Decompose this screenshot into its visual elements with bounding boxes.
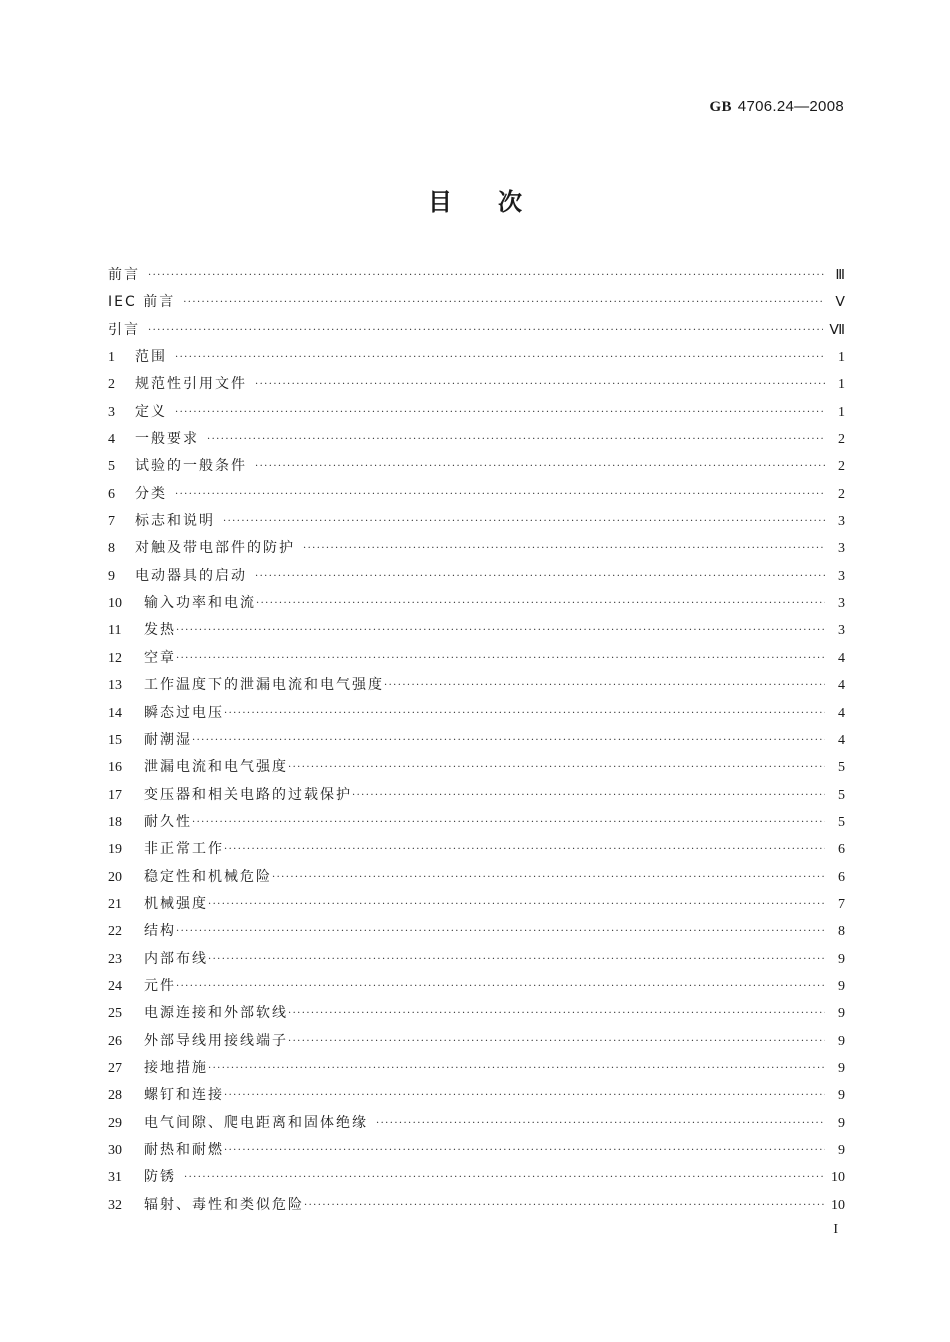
toc-leader-dots bbox=[224, 1082, 825, 1109]
page-number: I bbox=[833, 1222, 838, 1237]
toc-entry-label: 机械强度 bbox=[144, 895, 208, 912]
toc-entry[interactable] bbox=[108, 399, 845, 426]
toc-entry[interactable] bbox=[108, 918, 845, 945]
toc-entry-page: 2 bbox=[838, 459, 845, 475]
toc-entry[interactable] bbox=[108, 481, 845, 508]
toc-leader-dots bbox=[288, 1000, 825, 1027]
toc-entry-page: 9 bbox=[838, 1060, 845, 1076]
toc-entry-page: 1 bbox=[838, 350, 845, 366]
toc-entry-label: 范围 bbox=[135, 349, 167, 366]
toc-leader-dots bbox=[183, 289, 825, 316]
toc-leader-dots bbox=[288, 1028, 825, 1055]
toc-entry-page: 8 bbox=[838, 924, 845, 940]
toc-entry-page: 7 bbox=[838, 896, 845, 912]
toc-entry-number: 18 bbox=[108, 814, 122, 830]
toc-entry-number: 4 bbox=[108, 432, 115, 448]
toc-entry[interactable] bbox=[108, 727, 845, 754]
toc-entry[interactable] bbox=[108, 782, 845, 809]
toc-entry-page: 10 bbox=[831, 1170, 845, 1186]
toc-entry-page: Ⅶ bbox=[829, 322, 845, 338]
toc-entry[interactable] bbox=[108, 1028, 845, 1055]
toc-entry[interactable] bbox=[108, 508, 845, 535]
toc-entry[interactable] bbox=[108, 946, 845, 973]
toc-entry[interactable] bbox=[108, 809, 845, 836]
toc-entry-number: 8 bbox=[108, 541, 115, 557]
toc-entry-label: 对触及带电部件的防护 bbox=[135, 540, 295, 557]
toc-entry[interactable] bbox=[108, 672, 845, 699]
toc-entry[interactable] bbox=[108, 836, 845, 863]
toc-entry[interactable] bbox=[108, 891, 845, 918]
toc-entry-number: 31 bbox=[108, 1170, 122, 1186]
toc-leader-dots bbox=[255, 563, 825, 590]
toc-entry-label: 电源连接和外部软线 bbox=[144, 1005, 288, 1022]
toc-entry-page: 4 bbox=[838, 705, 845, 721]
standard-number: 4706.24—2008 bbox=[737, 98, 844, 115]
toc-leader-dots bbox=[384, 672, 825, 699]
toc-leader-dots bbox=[255, 453, 825, 480]
toc-entry-number: 14 bbox=[108, 705, 122, 721]
toc-entry-page: 9 bbox=[838, 1006, 845, 1022]
toc-entry-number: 20 bbox=[108, 869, 122, 885]
toc-entry[interactable] bbox=[108, 371, 845, 398]
toc-leader-dots bbox=[224, 700, 825, 727]
toc-entry[interactable] bbox=[108, 1192, 845, 1219]
toc-entry-label: 试验的一般条件 bbox=[135, 458, 247, 475]
toc-entry-page: 3 bbox=[838, 596, 845, 612]
toc-entry-label: 空章 bbox=[144, 649, 176, 666]
toc-entry-number: 28 bbox=[108, 1088, 122, 1104]
toc-entry-page: 9 bbox=[838, 1033, 845, 1049]
toc-entry-label: 发热 bbox=[144, 622, 176, 639]
toc-entry-page: 9 bbox=[838, 978, 845, 994]
toc-entry-number: 12 bbox=[108, 650, 122, 666]
toc-entry-page: 5 bbox=[838, 787, 845, 803]
toc-leader-dots bbox=[303, 535, 825, 562]
toc-leader-dots bbox=[176, 645, 825, 672]
toc-entry[interactable] bbox=[108, 1110, 845, 1137]
toc-entry[interactable] bbox=[108, 426, 845, 453]
toc-leader-dots bbox=[304, 1192, 825, 1219]
toc-leader-dots bbox=[376, 1110, 825, 1137]
toc-entry[interactable] bbox=[108, 453, 845, 480]
toc-entry-label: 泄漏电流和电气强度 bbox=[144, 759, 288, 776]
toc-entry-label: 辐射、毒性和类似危险 bbox=[144, 1196, 304, 1213]
toc-entry-number: 9 bbox=[108, 568, 115, 584]
toc-entry-label: 分类 bbox=[135, 485, 167, 502]
toc-entry-number: 5 bbox=[108, 459, 115, 475]
table-of-contents bbox=[108, 262, 845, 1219]
toc-entry-label: 稳定性和机械危险 bbox=[144, 868, 272, 885]
toc-leader-dots bbox=[184, 1164, 825, 1191]
toc-leader-dots bbox=[208, 946, 825, 973]
toc-leader-dots bbox=[208, 891, 825, 918]
toc-entry[interactable] bbox=[108, 1164, 845, 1191]
toc-entry-label: 一般要求 bbox=[135, 431, 199, 448]
toc-entry[interactable] bbox=[108, 535, 845, 562]
toc-entry-label: 内部布线 bbox=[144, 950, 208, 967]
toc-entry-label: 标志和说明 bbox=[135, 513, 215, 530]
toc-leader-dots bbox=[175, 399, 825, 426]
toc-entry-page: Ⅴ bbox=[835, 295, 845, 311]
toc-entry-label: 工作温度下的泄漏电流和电气强度 bbox=[144, 677, 384, 694]
toc-entry[interactable] bbox=[108, 262, 845, 289]
toc-leader-dots bbox=[288, 754, 825, 781]
toc-entry[interactable] bbox=[108, 1137, 845, 1164]
toc-leader-dots bbox=[175, 481, 825, 508]
toc-entry-number: 22 bbox=[108, 924, 122, 940]
toc-entry[interactable] bbox=[108, 645, 845, 672]
toc-entry-number: 10 bbox=[108, 596, 122, 612]
toc-leader-dots bbox=[207, 426, 825, 453]
toc-entry-label: 电气间隙、爬电距离和固体绝缘 bbox=[144, 1114, 368, 1131]
toc-entry-page: 3 bbox=[838, 568, 845, 584]
toc-entry-page: 2 bbox=[838, 486, 845, 502]
toc-entry-number: 1 bbox=[108, 350, 115, 366]
toc-entry[interactable] bbox=[108, 973, 845, 1000]
toc-entry-number: 27 bbox=[108, 1060, 122, 1076]
toc-entry-label: 电动器具的启动 bbox=[135, 567, 247, 584]
toc-entry-label: 防锈 bbox=[144, 1169, 176, 1186]
toc-entry[interactable] bbox=[108, 1082, 845, 1109]
toc-entry[interactable] bbox=[108, 617, 845, 644]
toc-entry-label: 螺钉和连接 bbox=[144, 1087, 224, 1104]
toc-entry-number: 11 bbox=[108, 623, 122, 639]
toc-entry[interactable] bbox=[108, 590, 845, 617]
toc-leader-dots bbox=[176, 617, 825, 644]
toc-leader-dots bbox=[224, 836, 825, 863]
toc-entry[interactable] bbox=[108, 289, 845, 316]
toc-leader-dots bbox=[224, 1137, 825, 1164]
toc-entry-page: 9 bbox=[838, 1143, 845, 1158]
toc-entry-page: 9 bbox=[838, 1088, 845, 1104]
toc-entry-number: 2 bbox=[108, 377, 115, 393]
toc-entry-page: 10 bbox=[831, 1197, 845, 1213]
toc-entry-number: 3 bbox=[108, 404, 115, 420]
page-title bbox=[0, 182, 950, 217]
toc-entry-page: 3 bbox=[838, 541, 845, 557]
toc-entry-page: 6 bbox=[838, 842, 845, 858]
toc-entry-label: 引言 bbox=[108, 321, 140, 338]
toc-entry-number: 19 bbox=[108, 842, 122, 858]
toc-entry-number: 29 bbox=[108, 1115, 122, 1131]
toc-entry[interactable] bbox=[108, 344, 845, 371]
toc-leader-dots bbox=[192, 809, 825, 836]
toc-entry-label: 定义 bbox=[135, 403, 167, 420]
toc-entry-number: 25 bbox=[108, 1006, 122, 1022]
toc-entry[interactable] bbox=[108, 864, 845, 891]
toc-leader-dots bbox=[148, 317, 823, 344]
toc-leader-dots bbox=[255, 371, 825, 398]
toc-entry[interactable] bbox=[108, 1000, 845, 1027]
toc-entry-page: 9 bbox=[838, 1115, 845, 1131]
toc-entry-page: Ⅲ bbox=[835, 268, 845, 283]
toc-entry-label: 变压器和相关电路的过载保护 bbox=[144, 786, 352, 803]
toc-entry[interactable] bbox=[108, 317, 845, 344]
toc-entry[interactable] bbox=[108, 700, 845, 727]
toc-entry-number: 6 bbox=[108, 486, 115, 502]
toc-entry-label: 输入功率和电流 bbox=[144, 595, 256, 612]
toc-entry-number: 30 bbox=[108, 1143, 122, 1158]
toc-leader-dots bbox=[272, 864, 825, 891]
toc-leader-dots bbox=[175, 344, 825, 371]
toc-leader-dots bbox=[256, 590, 825, 617]
page-title-char-1: 目 bbox=[428, 188, 452, 216]
toc-leader-dots bbox=[208, 1055, 825, 1082]
toc-entry-page: 6 bbox=[838, 869, 845, 885]
toc-entry-page: 5 bbox=[838, 814, 845, 830]
toc-entry-number: 16 bbox=[108, 760, 122, 776]
toc-entry-number: 32 bbox=[108, 1197, 122, 1213]
toc-entry-page: 1 bbox=[838, 377, 845, 393]
toc-entry-label: 结构 bbox=[144, 923, 176, 940]
toc-entry-number: 7 bbox=[108, 514, 115, 530]
standard-prefix: GB bbox=[709, 99, 732, 115]
toc-entry-label: IEC 前言 bbox=[108, 294, 176, 311]
toc-entry[interactable] bbox=[108, 563, 845, 590]
toc-entry-label: 外部导线用接线端子 bbox=[144, 1032, 288, 1049]
toc-leader-dots bbox=[192, 727, 825, 754]
toc-entry-page: 5 bbox=[838, 760, 845, 776]
toc-entry-number: 23 bbox=[108, 951, 122, 967]
toc-entry[interactable] bbox=[108, 1055, 845, 1082]
toc-leader-dots bbox=[176, 918, 825, 945]
page-title-char-2: 次 bbox=[498, 188, 522, 216]
standard-code bbox=[710, 98, 844, 116]
toc-leader-dots bbox=[148, 262, 825, 289]
toc-entry-label: 规范性引用文件 bbox=[135, 376, 247, 393]
toc-entry-label: 前言 bbox=[108, 267, 140, 283]
toc-entry-page: 4 bbox=[838, 650, 845, 666]
toc-leader-dots bbox=[176, 973, 825, 1000]
toc-entry-number: 15 bbox=[108, 732, 122, 748]
toc-entry-page: 1 bbox=[838, 404, 845, 420]
toc-entry-number: 21 bbox=[108, 896, 122, 912]
toc-entry-number: 26 bbox=[108, 1033, 122, 1049]
toc-entry-label: 接地措施 bbox=[144, 1059, 208, 1076]
toc-entry-number: 13 bbox=[108, 678, 122, 694]
toc-entry-label: 耐潮湿 bbox=[144, 731, 192, 748]
toc-entry-label: 元件 bbox=[144, 977, 176, 994]
toc-entry-page: 9 bbox=[838, 951, 845, 967]
toc-entry-page: 3 bbox=[838, 623, 845, 639]
toc-entry-label: 耐久性 bbox=[144, 813, 192, 830]
toc-entry-label: 非正常工作 bbox=[144, 841, 224, 858]
toc-entry-number: 17 bbox=[108, 787, 122, 803]
toc-entry-page: 4 bbox=[838, 732, 845, 748]
toc-leader-dots bbox=[223, 508, 825, 535]
toc-entry[interactable] bbox=[108, 754, 845, 781]
toc-entry-page: 3 bbox=[838, 514, 845, 530]
toc-entry-page: 4 bbox=[838, 678, 845, 694]
toc-leader-dots bbox=[352, 782, 825, 809]
toc-entry-number: 24 bbox=[108, 978, 122, 994]
toc-entry-label: 耐热和耐燃 bbox=[144, 1142, 224, 1158]
toc-entry-page: 2 bbox=[838, 432, 845, 448]
toc-entry-label: 瞬态过电压 bbox=[144, 704, 224, 721]
